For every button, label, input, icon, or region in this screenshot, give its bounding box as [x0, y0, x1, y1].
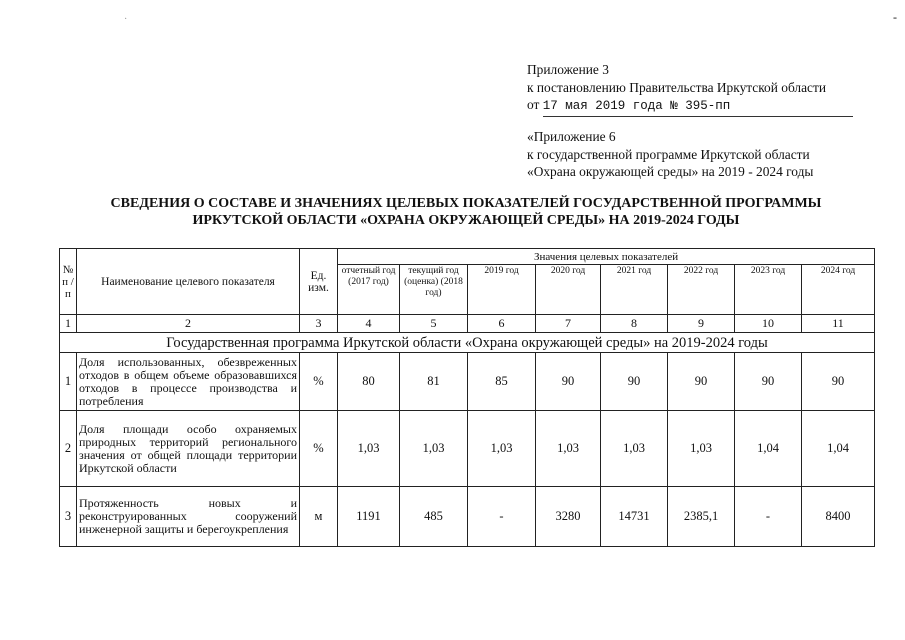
page-corner-mark: - — [893, 10, 897, 24]
column-number: 7 — [536, 315, 601, 333]
header-values-group: Значения целевых показателей — [338, 249, 875, 265]
table-row — [60, 487, 875, 547]
value-2024: 8400 — [802, 487, 875, 547]
header-2023: 2023 год — [735, 265, 802, 315]
indicator-unit: % — [300, 411, 338, 487]
page-dot-mark: · — [124, 14, 128, 25]
value-2018: 81 — [400, 353, 468, 411]
header-unit: Ед. изм. — [300, 249, 338, 315]
document-title-line2: ИРКУТСКОЙ ОБЛАСТИ «ОХРАНА ОКРУЖАЮЩЕЙ СРЕДЫ» НА 2019-2024 ГОДЫ — [192, 213, 740, 228]
header-2018: текущий год (оценка) (2018 год) — [400, 265, 468, 315]
value-2019: 85 — [468, 353, 536, 411]
column-number: 9 — [668, 315, 735, 333]
indicator-name: Протяженность новых и реконструированных сооружений инженерной защиты и берегоукрепления — [77, 487, 300, 547]
indicator-unit: м — [300, 487, 338, 547]
header-2020: 2020 год — [536, 265, 601, 315]
header-2022: 2022 год — [668, 265, 735, 315]
value-2023: 90 — [735, 353, 802, 411]
value-2021: 1,03 — [601, 411, 668, 487]
indicators-table — [59, 248, 875, 547]
value-2019: - — [468, 487, 536, 547]
program-row: Государственная программа Иркутской области «Охрана окружающей среды» на 2019-2024 годы — [60, 333, 875, 353]
value-2018: 485 — [400, 487, 468, 547]
column-number: 6 — [468, 315, 536, 333]
row-number: 1 — [60, 353, 77, 411]
value-2020: 3280 — [536, 487, 601, 547]
appendix-6-block — [527, 128, 813, 181]
value-2019: 1,03 — [468, 411, 536, 487]
appendix-3-date-value: 17 мая 2019 года № 395-пп — [543, 98, 853, 117]
appendix-3-line1: Приложение 3 — [527, 62, 609, 77]
column-number-row — [60, 315, 875, 333]
appendix-3-block — [527, 61, 853, 117]
appendix-3-line3 — [527, 96, 853, 117]
value-2023: - — [735, 487, 802, 547]
header-2024: 2024 год — [802, 265, 875, 315]
value-2020: 90 — [536, 353, 601, 411]
indicator-unit: % — [300, 353, 338, 411]
value-2017: 1,03 — [338, 411, 400, 487]
row-number: 2 — [60, 411, 77, 487]
header-2021: 2021 год — [601, 265, 668, 315]
header-2019: 2019 год — [468, 265, 536, 315]
value-2024: 90 — [802, 353, 875, 411]
appendix-3-line2: к постановлению Правительства Иркутской области — [527, 79, 827, 95]
table-row — [60, 411, 875, 487]
value-2023: 1,04 — [735, 411, 802, 487]
column-number: 11 — [802, 315, 875, 333]
value-2022: 2385,1 — [668, 487, 735, 547]
value-2018: 1,03 — [400, 411, 468, 487]
column-number: 5 — [400, 315, 468, 333]
indicator-name: Доля использованных, обезвреженных отходов в общем объеме образовавшихся отходов в процессе производства и потребления — [77, 353, 300, 411]
document-title — [60, 195, 872, 229]
appendix-6-line1: «Приложение 6 — [527, 129, 616, 144]
value-2024: 1,04 — [802, 411, 875, 487]
column-number: 4 — [338, 315, 400, 333]
document-title-line1: СВЕДЕНИЯ О СОСТАВЕ И ЗНАЧЕНИЯХ ЦЕЛЕВЫХ ПОКАЗАТЕЛЕЙ ГОСУДАРСТВЕННОЙ ПРОГРАММЫ — [110, 196, 822, 211]
header-num: № п / п — [60, 249, 77, 315]
row-number: 3 — [60, 487, 77, 547]
column-number: 3 — [300, 315, 338, 333]
value-2017: 80 — [338, 353, 400, 411]
column-number: 8 — [601, 315, 668, 333]
value-2017: 1191 — [338, 487, 400, 547]
value-2022: 90 — [668, 353, 735, 411]
column-number: 2 — [77, 315, 300, 333]
value-2021: 90 — [601, 353, 668, 411]
value-2020: 1,03 — [536, 411, 601, 487]
value-2022: 1,03 — [668, 411, 735, 487]
appendix-3-date-prefix: от — [527, 97, 540, 112]
value-2021: 14731 — [601, 487, 668, 547]
column-number: 10 — [735, 315, 802, 333]
appendix-6-line3: «Охрана окружающей среды» на 2019 - 2024 годы — [527, 164, 814, 179]
header-name: Наименование целевого показателя — [77, 249, 300, 315]
header-2017: отчетный год (2017 год) — [338, 265, 400, 315]
column-number: 1 — [60, 315, 77, 333]
table-row — [60, 353, 875, 411]
appendix-6-line2: к государственной программе Иркутской области — [527, 146, 810, 162]
indicator-name: Доля площади особо охраняемых природных территорий регионального значения от общей площади территории Иркутской области — [77, 411, 300, 487]
